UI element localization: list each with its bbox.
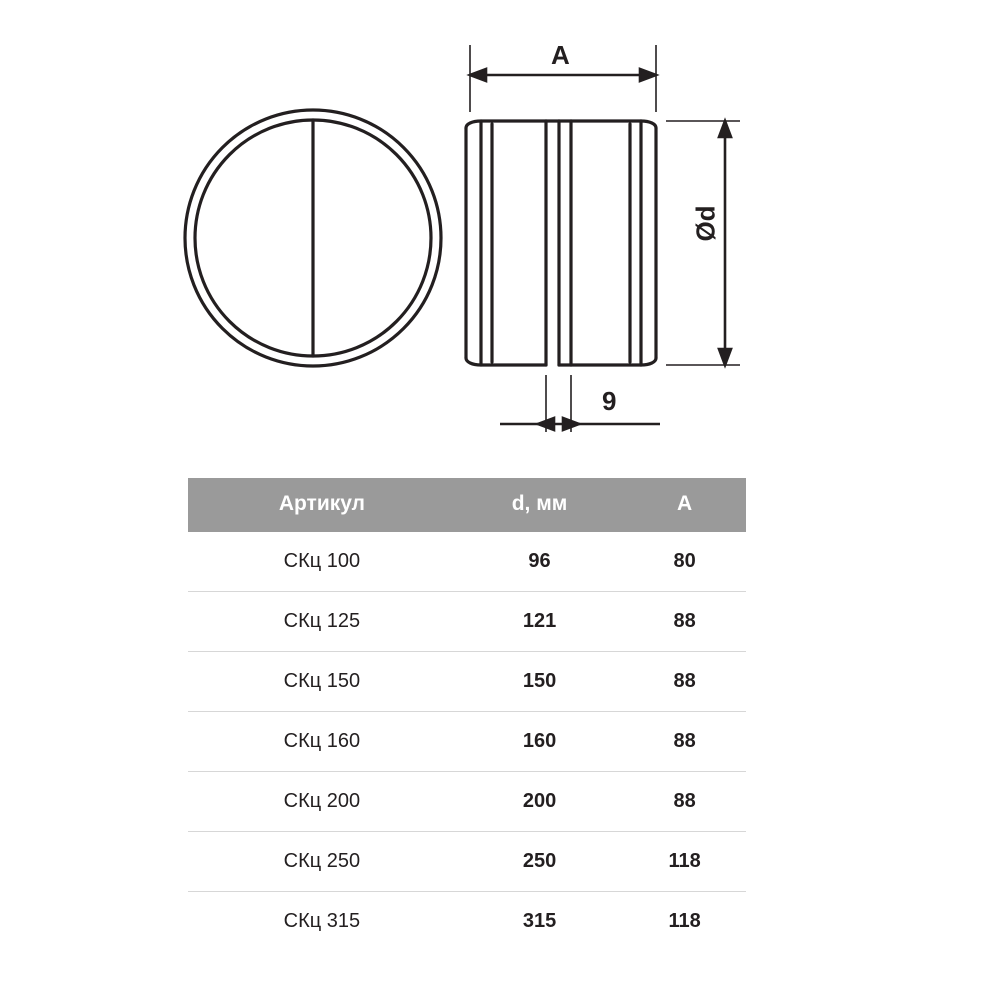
cell-article: СКц 250 xyxy=(188,832,456,892)
cell-article: СКц 315 xyxy=(283,910,361,932)
spec-table-body xyxy=(188,532,746,951)
cell-diameter: 200 xyxy=(456,772,623,832)
cell-length: 118 xyxy=(668,910,701,932)
cell-length: 88 xyxy=(623,652,746,712)
table-row xyxy=(188,712,746,772)
table-row xyxy=(188,592,746,652)
cell-diameter: 315 xyxy=(522,910,557,932)
table-row xyxy=(188,532,746,592)
cell-length: 88 xyxy=(623,772,746,832)
cell-diameter: 121 xyxy=(456,592,623,652)
side-left-top-corner xyxy=(466,121,481,128)
spec-table-header-row xyxy=(188,478,746,532)
cell-article: СКц 100 xyxy=(188,532,456,592)
dimension-label-diameter: Ød xyxy=(690,205,721,242)
dim-arrow-9-left xyxy=(538,418,554,430)
spec-table-head xyxy=(188,478,746,532)
cell-length: 118 xyxy=(623,832,746,892)
dim-arrow-d-bottom xyxy=(719,349,731,365)
drawing-svg xyxy=(0,0,1000,460)
dimension-label-A: A xyxy=(551,40,570,70)
cell-article: СКц 150 xyxy=(188,652,456,712)
table-row xyxy=(188,772,746,832)
column-header-diameter: d, мм xyxy=(456,478,623,532)
cell-article: СКц 125 xyxy=(188,592,456,652)
spec-table xyxy=(188,478,746,951)
cell-diameter: 96 xyxy=(456,532,623,592)
spec-table-container xyxy=(188,478,746,951)
column-header-length: A xyxy=(623,478,746,532)
table-row xyxy=(188,652,746,712)
cell-diameter: 160 xyxy=(456,712,623,772)
side-left-bottom-corner xyxy=(466,358,481,365)
technical-drawing xyxy=(0,0,1000,460)
side-right-top-corner xyxy=(641,121,656,128)
cell-length: 80 xyxy=(623,532,746,592)
cell-diameter: 150 xyxy=(456,652,623,712)
table-row xyxy=(188,832,746,892)
cell-length: 88 xyxy=(623,712,746,772)
dim-arrow-A-right xyxy=(640,69,656,81)
cell-length: 88 xyxy=(623,592,746,652)
cell-article: СКц 200 xyxy=(188,772,456,832)
cell-article: СКц 160 xyxy=(188,712,456,772)
cell-diameter: 250 xyxy=(456,832,623,892)
table-row xyxy=(188,892,746,952)
dim-arrow-9-right xyxy=(563,418,579,430)
dim-arrow-d-top xyxy=(719,121,731,137)
dim-arrow-A-left xyxy=(470,69,486,81)
column-header-article: Артикул xyxy=(188,478,456,532)
side-right-bottom-corner xyxy=(641,358,656,365)
dimension-label-wall: 9 xyxy=(602,386,617,416)
